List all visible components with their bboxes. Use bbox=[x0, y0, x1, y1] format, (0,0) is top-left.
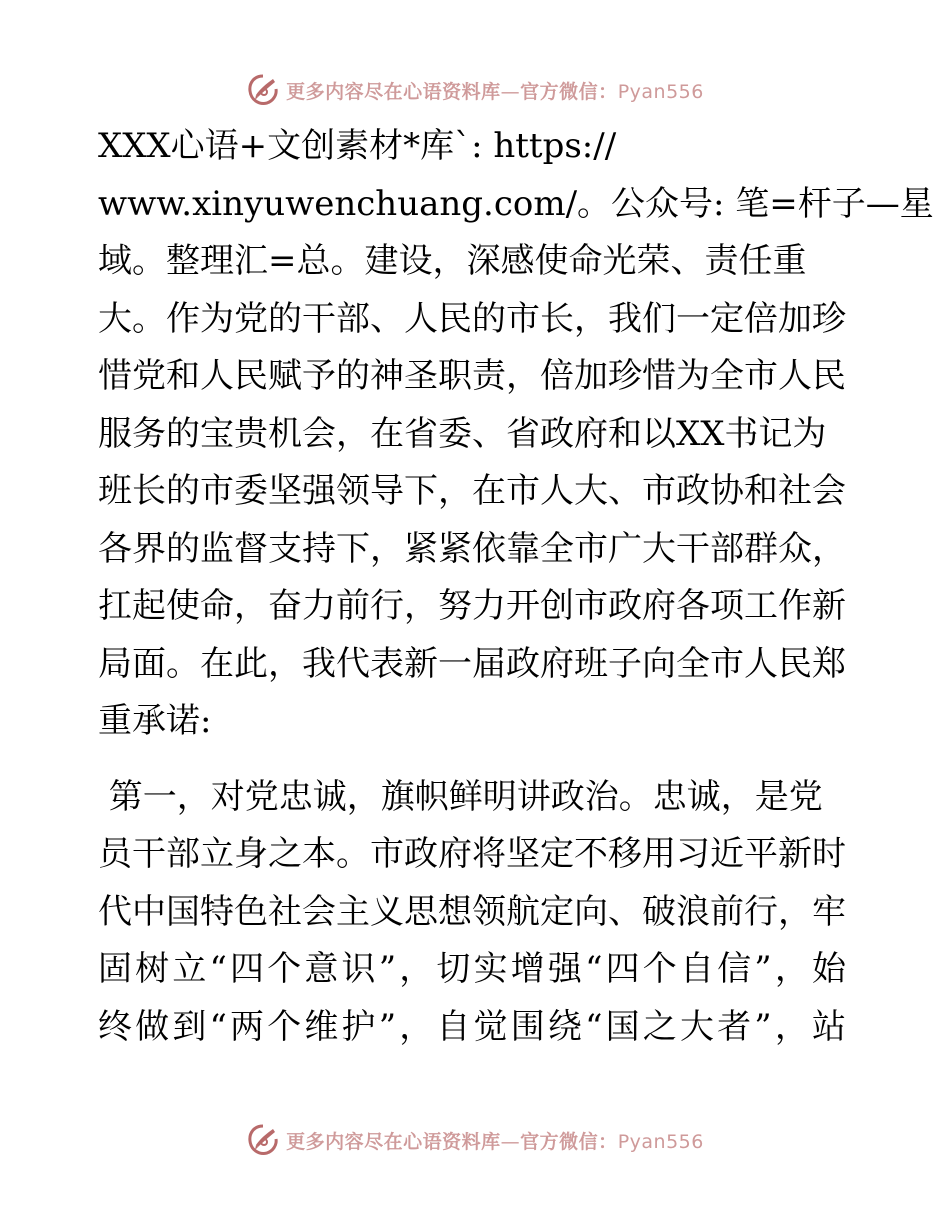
text-line: 扛起使命，奋力前行，努力开创市政府各项工作新 bbox=[98, 586, 846, 626]
text-line: XXX心语+文创素材*库`: https:// bbox=[98, 126, 617, 166]
banner-main-text: 更多内容尽在心语资料库 bbox=[286, 1130, 501, 1153]
footer-banner-content bbox=[246, 1123, 704, 1157]
banner-main-text: 更多内容尽在心语资料库 bbox=[286, 80, 501, 103]
text-line: 班长的市委坚强领导下，在市人大、市政协和社会 bbox=[98, 471, 846, 511]
text-line: 各界的监督支持下，紧紧依靠全市广大干部群众， bbox=[98, 528, 846, 569]
paragraph-1 bbox=[98, 118, 934, 751]
text-line: 终做到“两个维护”，自觉围绕“国之大者”，站 bbox=[98, 1006, 846, 1047]
banner-dash: — bbox=[500, 80, 521, 103]
text-line: www.xinyuwenchuang.com/。公众号: 笔=杆子—星 bbox=[98, 183, 934, 224]
text-line: 员干部立身之本。市政府将坚定不移用习近平新时 bbox=[98, 834, 846, 874]
header-banner-content bbox=[246, 73, 704, 107]
pen-swirl-logo-icon bbox=[246, 73, 280, 107]
banner-official-label: 官方微信： bbox=[520, 80, 618, 103]
text-line: 局面。在此，我代表新一届政府班子向全市人民郑 bbox=[98, 643, 846, 684]
text-line: 大。作为党的干部、人民的市长，我们一定倍加珍 bbox=[98, 298, 846, 339]
text-line: 域。整理汇=总。建设，深感使命光荣、责任重 bbox=[98, 241, 807, 281]
text-line: 代中国特色社会主义思想领航定向、破浪前行，牢 bbox=[98, 891, 846, 932]
pen-swirl-logo-icon bbox=[246, 1123, 280, 1157]
header-banner bbox=[0, 70, 950, 110]
header-banner-text bbox=[286, 77, 704, 104]
text-line: 第一，对党忠诚，旗帜鲜明讲政治。忠诚，是党 bbox=[98, 776, 823, 817]
text-line: 惜党和人民赋予的神圣职责，倍加珍惜为全市人民 bbox=[98, 356, 846, 396]
text-line: 服务的宝贵机会，在省委、省政府和以XX书记为 bbox=[98, 413, 827, 454]
banner-official-label: 官方微信： bbox=[520, 1130, 618, 1153]
banner-wechat-id: Pyan556 bbox=[617, 1130, 704, 1153]
paragraph-2 bbox=[98, 769, 858, 1057]
banner-dash: — bbox=[500, 1130, 521, 1153]
banner-wechat-id: Pyan556 bbox=[617, 80, 704, 103]
document-body bbox=[98, 118, 934, 1056]
footer-banner bbox=[0, 1120, 950, 1160]
footer-banner-text bbox=[286, 1127, 704, 1154]
text-line: 重承诺: bbox=[98, 701, 212, 741]
text-line: 固树立“四个意识”，切实增强“四个自信”，始 bbox=[98, 949, 846, 989]
